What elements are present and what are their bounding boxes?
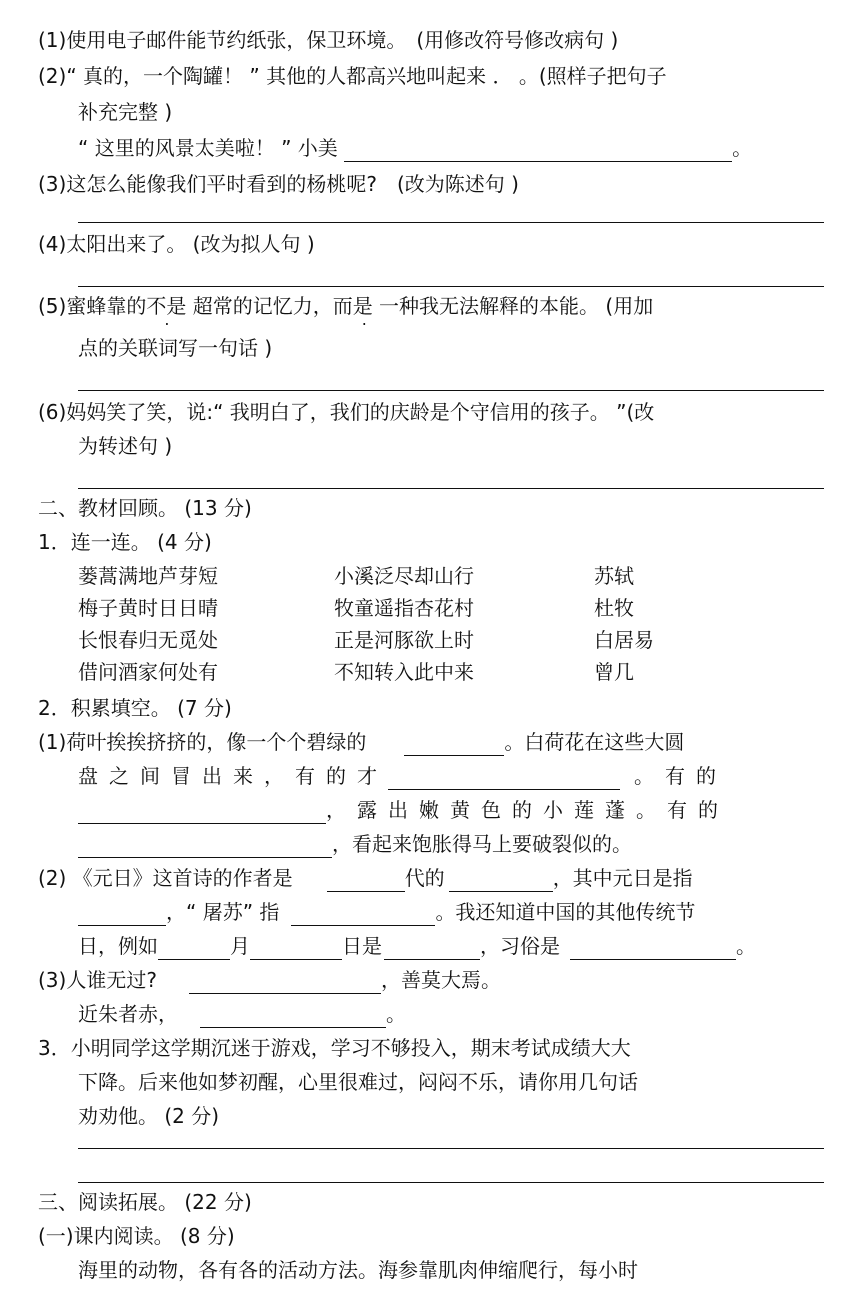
s3-answer-line-2[interactable] — [78, 1182, 824, 1183]
match-author-2[interactable]: 杜牧 — [594, 596, 634, 620]
fill3-line1 — [38, 966, 501, 994]
match-author-1[interactable]: 苏轼 — [594, 564, 634, 588]
fill1-text-d: 。有的 — [634, 764, 727, 788]
q5-line2: 点的关联词写一句话 ) — [78, 336, 273, 360]
q3: (3)这怎么能像我们平时看到的杨桃呢? (改为陈述句 ) — [38, 172, 519, 196]
fill3-text-c: 近朱者赤， — [78, 1002, 178, 1026]
fill2-yuanri-blank[interactable] — [78, 903, 166, 926]
match-mid-4[interactable]: 不知转入此中来 — [334, 660, 474, 684]
fill3-line2 — [78, 1000, 406, 1028]
fill2-text-g: 月 — [230, 934, 250, 958]
fill2-text-i: ，习俗是 — [480, 934, 560, 958]
q5-dotted-bushi: 不是 — [146, 294, 187, 318]
fill2-author-blank[interactable] — [449, 869, 553, 892]
section3-title: 三、阅读拓展。 (22 分) — [38, 1190, 252, 1214]
q4: (4)太阳出来了。 (改为拟人句 ) — [38, 232, 315, 256]
fill1-line4 — [78, 830, 632, 858]
match-author-3[interactable]: 白居易 — [594, 628, 654, 652]
q2-period: 。 — [732, 136, 753, 160]
fill2-festival-blank[interactable] — [384, 937, 480, 960]
fill2-tusu-blank[interactable] — [291, 903, 435, 926]
s3-answer-line-1[interactable] — [78, 1148, 824, 1149]
fill2-day-blank[interactable] — [250, 937, 342, 960]
fill3-blank-2[interactable] — [200, 1005, 386, 1028]
fill1-text-a: (1)荷叶挨挨挤挤的，像一个个碧绿的 — [38, 730, 367, 754]
q5-text-b: 超常的记忆力，而 — [186, 294, 353, 318]
fill2-text-b: 代的 — [404, 866, 445, 890]
s2-item2-title: 2．积累填空。 (7 分) — [38, 696, 232, 720]
fill1-blank-1[interactable] — [404, 733, 504, 756]
reading-sub-title: (一)课内阅读。 (8 分) — [38, 1224, 235, 1248]
fill2-period: 。 — [736, 934, 756, 958]
fill1-text-b: 。白荷花在这些大圆 — [504, 730, 685, 754]
fill2-line3 — [78, 932, 756, 960]
fill1-text-f: ，看起来饱胀得马上要破裂似的。 — [332, 832, 632, 856]
fill3-text-b: ，善莫大焉。 — [380, 968, 501, 992]
match-mid-2[interactable]: 牧童遥指杏花村 — [334, 596, 474, 620]
match-left-4[interactable]: 借问酒家何处有 — [78, 660, 218, 684]
s2-item1-title: 1．连一连。 (4 分) — [38, 530, 212, 554]
fill2-text-h: 日是 — [342, 934, 382, 958]
q2-answer-blank[interactable] — [344, 139, 732, 162]
fill1-text-c: 盘之间冒出来，有的才 — [78, 764, 388, 788]
q2-text: (2)“ 真的，一个陶罐！ ” 其他的人都高兴地叫起来 ． 。(照样子把句子 — [38, 64, 667, 88]
fill2-line2 — [78, 898, 695, 926]
fill2-month-blank[interactable] — [158, 937, 230, 960]
q5-line1 — [38, 292, 653, 320]
fill3-text-a: (3)人谁无过? — [38, 968, 157, 992]
q6-answer-line[interactable] — [78, 488, 824, 489]
q2-line1 — [38, 62, 667, 90]
s3-line2: 下降。后来他如梦初醒，心里很难过，闷闷不乐，请你用几句话 — [78, 1070, 638, 1094]
q3-answer-line[interactable] — [78, 222, 824, 223]
match-mid-1[interactable]: 小溪泛尽却山行 — [334, 564, 474, 588]
match-author-4[interactable]: 曾几 — [594, 660, 634, 684]
fill1-line1 — [38, 728, 684, 756]
q5-text-c: 一种我无法解释的本能。 (用加 — [372, 294, 654, 318]
fill1-blank-3[interactable] — [78, 801, 326, 824]
q6-line2: 为转述句 ) — [78, 434, 173, 458]
q5-text-a: (5)蜜蜂靠的 — [38, 294, 147, 318]
s3-line3: 劝劝他。 (2 分) — [78, 1104, 220, 1128]
reading-paragraph: 海里的动物，各有各的活动方法。海参靠肌肉伸缩爬行，每小时 — [78, 1258, 638, 1282]
fill2-text-e: 。我还知道中国的其他传统节 — [435, 900, 696, 924]
fill2-text-a: (2) 《元日》这首诗的作者是 — [38, 866, 293, 890]
match-left-2[interactable]: 梅子黄时日日晴 — [78, 596, 218, 620]
fill2-text-d: ，“ 屠苏” 指 — [166, 900, 280, 924]
fill2-text-f: 日，例如 — [78, 934, 158, 958]
fill3-blank-1[interactable] — [189, 971, 381, 994]
q2-line3 — [78, 134, 752, 162]
fill1-blank-2[interactable] — [388, 767, 620, 790]
fill2-line1 — [38, 864, 693, 892]
fill1-line2 — [78, 762, 727, 790]
q1: (1)使用电子邮件能节约纸张，保卫环境。 (用修改符号修改病句 ) — [38, 28, 619, 52]
fill1-text-e: ，露出嫩黄色的小莲蓬。有的 — [326, 798, 729, 822]
fill2-custom-blank[interactable] — [570, 937, 736, 960]
match-mid-3[interactable]: 正是河豚欲上时 — [334, 628, 474, 652]
section2-title: 二、教材回顾。 (13 分) — [38, 496, 252, 520]
s3-line1: 3．小明同学这学期沉迷于游戏，学习不够投入，期末考试成绩大大 — [38, 1036, 631, 1060]
match-left-1[interactable]: 蒌蒿满地芦芽短 — [78, 564, 218, 588]
fill3-period: 。 — [386, 1002, 406, 1026]
q2-example: “ 这里的风景太美啦！ ” 小美 — [78, 136, 338, 160]
fill2-text-c: ，其中元日是指 — [552, 866, 693, 890]
q4-answer-line[interactable] — [78, 286, 824, 287]
q5-dotted-shi: 是 — [352, 294, 373, 318]
fill1-blank-4[interactable] — [78, 835, 332, 858]
q5-answer-line[interactable] — [78, 390, 824, 391]
q6-line1: (6)妈妈笑了笑，说:“ 我明白了，我们的庆龄是个守信用的孩子。 ”(改 — [38, 400, 655, 424]
q2-line2: 补充完整 ) — [78, 100, 173, 124]
match-left-3[interactable]: 长恨春归无觅处 — [78, 628, 218, 652]
fill2-dynasty-blank[interactable] — [327, 869, 405, 892]
fill1-line3 — [78, 796, 729, 824]
